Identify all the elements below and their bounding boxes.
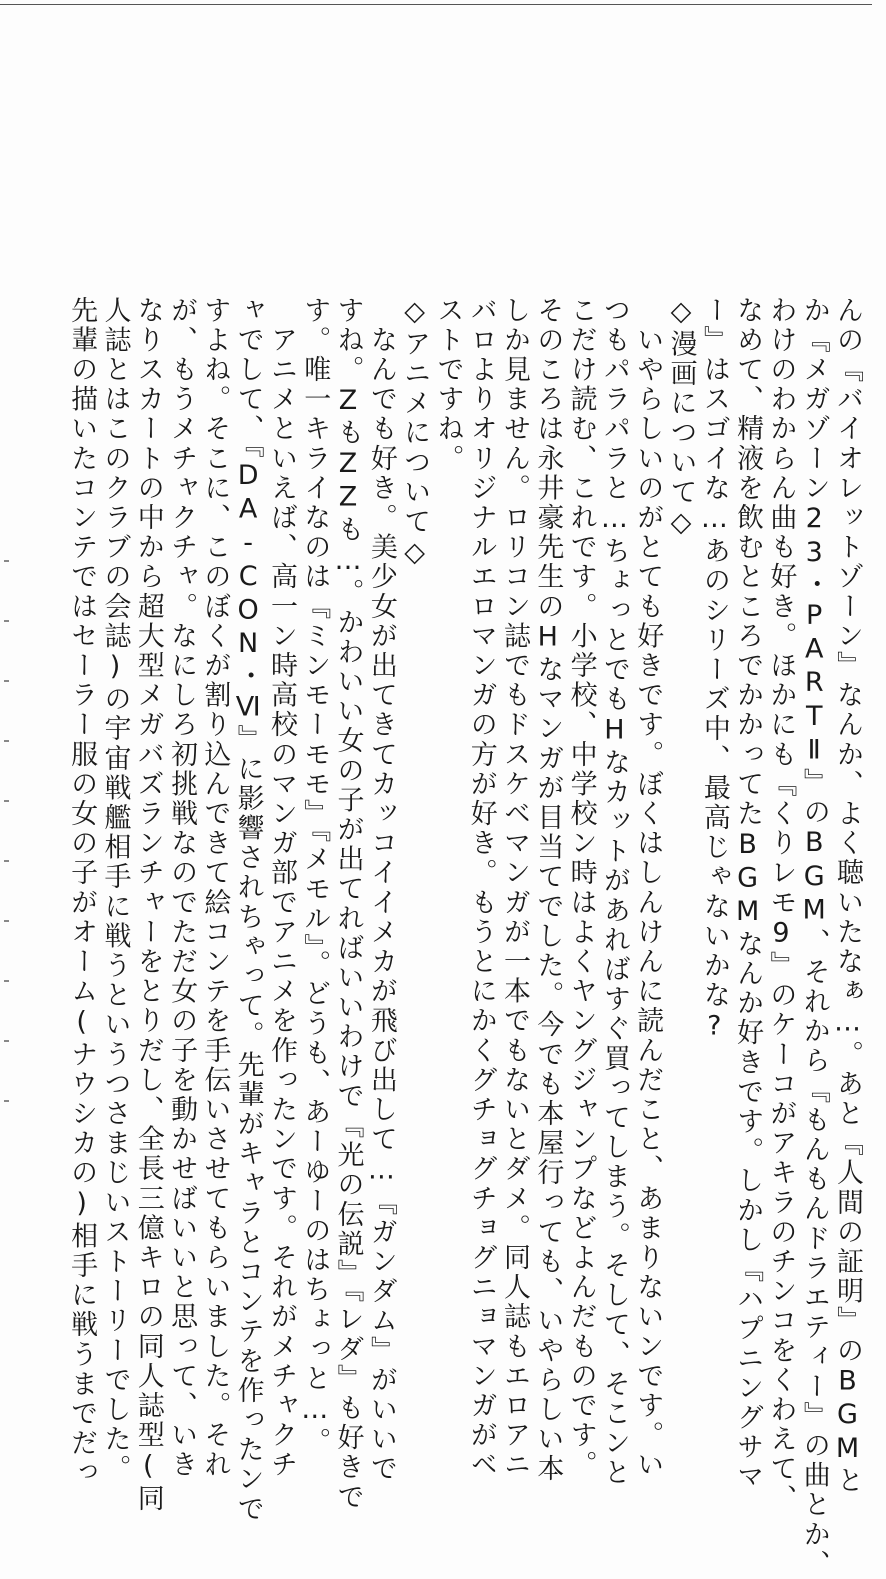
text-column: そのころは永井豪先生のHなマンガが目当てでした。今でも本屋行っても、いやらしい本 <box>532 296 564 1484</box>
text-column: こだけ読む、これです。小学校、中学校ン時はよくヤングジャンプなどよんだものです。 <box>565 296 597 1480</box>
section-heading-anime: ◇アニメについて◇ <box>399 296 431 571</box>
text-column: 人誌とはこのクラブの会誌)の宇宙戦艦相手に戦うというつさまじいストーリーでした。 <box>99 296 131 1484</box>
text-column: ストですね。 <box>432 296 464 474</box>
text-column: すね。ZもZZも…。かわいい女の子が出てればいいわけで『光の伝説』『レダ』も好きで <box>332 296 364 1513</box>
text-column: アニメといえば、高一ン時高校のマンガ部でアニメを作ったンです。それがメチャクチ <box>265 296 297 1480</box>
text-column: つもパラパラと…ちょっとでもHなカットがあればすぐ買ってしまう。そして、そこンと <box>598 296 630 1488</box>
text-column: バロよりオリジナルエロマンガの方が好き。もうとにかくグチョグチョグニョマンガがベ <box>465 296 497 1480</box>
text-column: わけのわからん曲も好き。ほかにも『くりレモ9』のケーコがアキラのチンコをくわえて、 <box>765 296 797 1514</box>
text-column: すよね。そこに、このぼくが割り込んできて絵コンテを手伝いさせてもらいました。それ <box>199 296 231 1480</box>
text-column: いやらしいのがとても好きです。ぼくはしんけんに読んだこと、あまりないンです。い <box>632 296 664 1480</box>
text-column: が、もうメチャクチャ。なにしろ初挑戦なのでただ女の子を動かせばいいと思って、いき <box>166 296 198 1480</box>
text-column: なんでも好き。美少女が出てきてカッコイイメカが飛び出して…『ガンダム』がいいで <box>365 296 397 1484</box>
vertical-text-body <box>65 296 864 1579</box>
text-column: か『メガゾーン23・PARTⅡ』のBGM、それから『もんもんドラエティー』の曲とか、 <box>798 296 830 1579</box>
section-heading-manga: ◇漫画について◇ <box>665 296 697 541</box>
text-column: ー』はスゴイな…あのシリーズ中、最高じゃないかな? <box>698 296 730 1044</box>
text-column: しか見ません。ロリコン誌でもドスケベマンガが一本でもないとダメ。同人誌もエロアニ <box>499 296 531 1480</box>
top-rule <box>0 4 872 5</box>
text-column: ャでして、『DA-CON・Ⅵ』に影響されちゃって。先輩がキャラとコンテを作ったンで <box>232 296 264 1525</box>
text-column: なめて、精液を飲むところでかかってたBGMなんか好きです。しかし『ハプニングサマ <box>732 296 764 1492</box>
text-column: なりスカートの中から超大型メガバズランチャーをとりだし、全長三億キロの同人誌型(同 <box>132 296 164 1514</box>
text-column: す。唯一キライなのは『ミンモーモモ』『メモル』。どうも、あーゆーのはちょっと…。 <box>299 296 331 1457</box>
text-column: んの『バイオレットゾーン』なんか、よく聴いたなぁ…。あと『人間の証明』のBGMと <box>832 296 863 1496</box>
binding-marks <box>4 560 10 1160</box>
text-column: 先輩の描いたコンテではセーラー服の女の子がオーム(ナウシカの)相手に戦うまでだっ <box>66 296 98 1488</box>
